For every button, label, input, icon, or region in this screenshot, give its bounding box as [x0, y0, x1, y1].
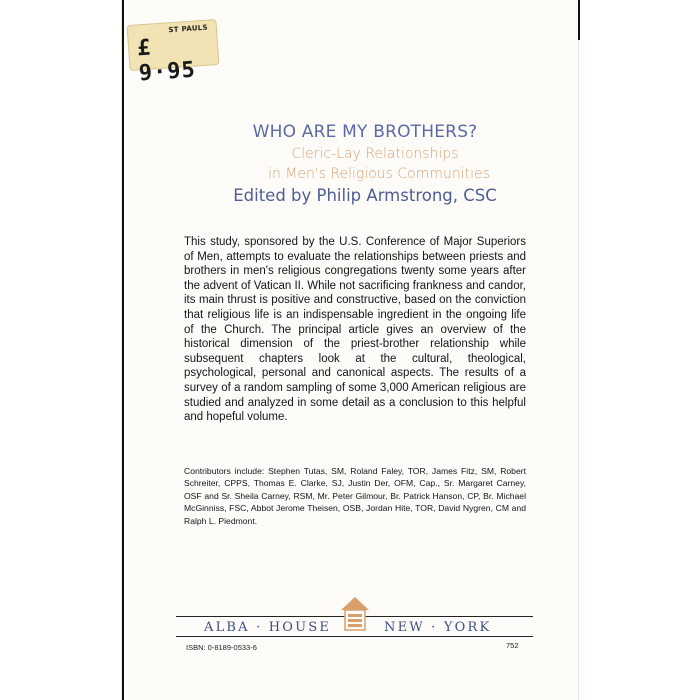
book-editor: Edited by Philip Armstrong, CSC — [233, 186, 497, 205]
publisher-name: ALBA · HOUSE — [204, 620, 332, 635]
price-sticker — [127, 19, 220, 87]
sticker-shop-name: ST PAULS — [168, 23, 209, 35]
catalog-code: 752 — [506, 641, 519, 650]
sticker-price: £ 9·95 — [136, 35, 197, 87]
alba-house-logo-icon — [340, 596, 370, 632]
imprint-rule-bottom — [176, 636, 533, 637]
cover-left-edge — [122, 0, 124, 700]
book-subtitle-line-1: Cleric-Lay Relationships — [291, 146, 459, 162]
isbn-number: ISBN: 0-8189-0533-6 — [186, 643, 257, 652]
book-subtitle-line-2: in Men's Religious Communities — [268, 166, 490, 182]
book-description: This study, sponsored by the U.S. Conference of Major Superiors of Men, attempts to evaluate the relationships between priests and brothers in men's religious congregations twenty some years after the advent of Vatican II. While not sacrificing frankness and candor, its main thrust is positive and constructive, based on the conviction that religious life is an indispensable ingredient in the ongoing life of the Church. The principal article gives an overview of the historical dimension of the priest-brother relationship while subsequent chapters look at the cultural, theological, psychological, personal and canonical aspects. The results of a survey of a random sampling of some 3,000 American religious are studied and analyzed in some detail as a conclusion to this helpful and hopeful volume. — [184, 236, 526, 424]
contributors-list: Contributors include: Stephen Tutas, SM, Roland Faley, TOR, James Fitz, SM, Robert Schreiter, CPPS, Thomas E. Clarke, SJ, Justin Der, OFM, Cap., Sr. Margaret Carney, OSF and Sr. Sheila Carney, RSM, Mr. Peter Gilmour, Br. Patrick Hanson, CP, Br. Michael McGinniss, FSC, Abbot Jerome Theisen, OSB, Jordan Hite, TOR, David Nygren, CM and Ralph L. Piedmont. — [184, 466, 526, 526]
cover-right-edge — [578, 0, 580, 40]
book-title: WHO ARE MY BROTHERS? — [252, 122, 478, 142]
publisher-city: NEW · YORK — [384, 620, 492, 635]
